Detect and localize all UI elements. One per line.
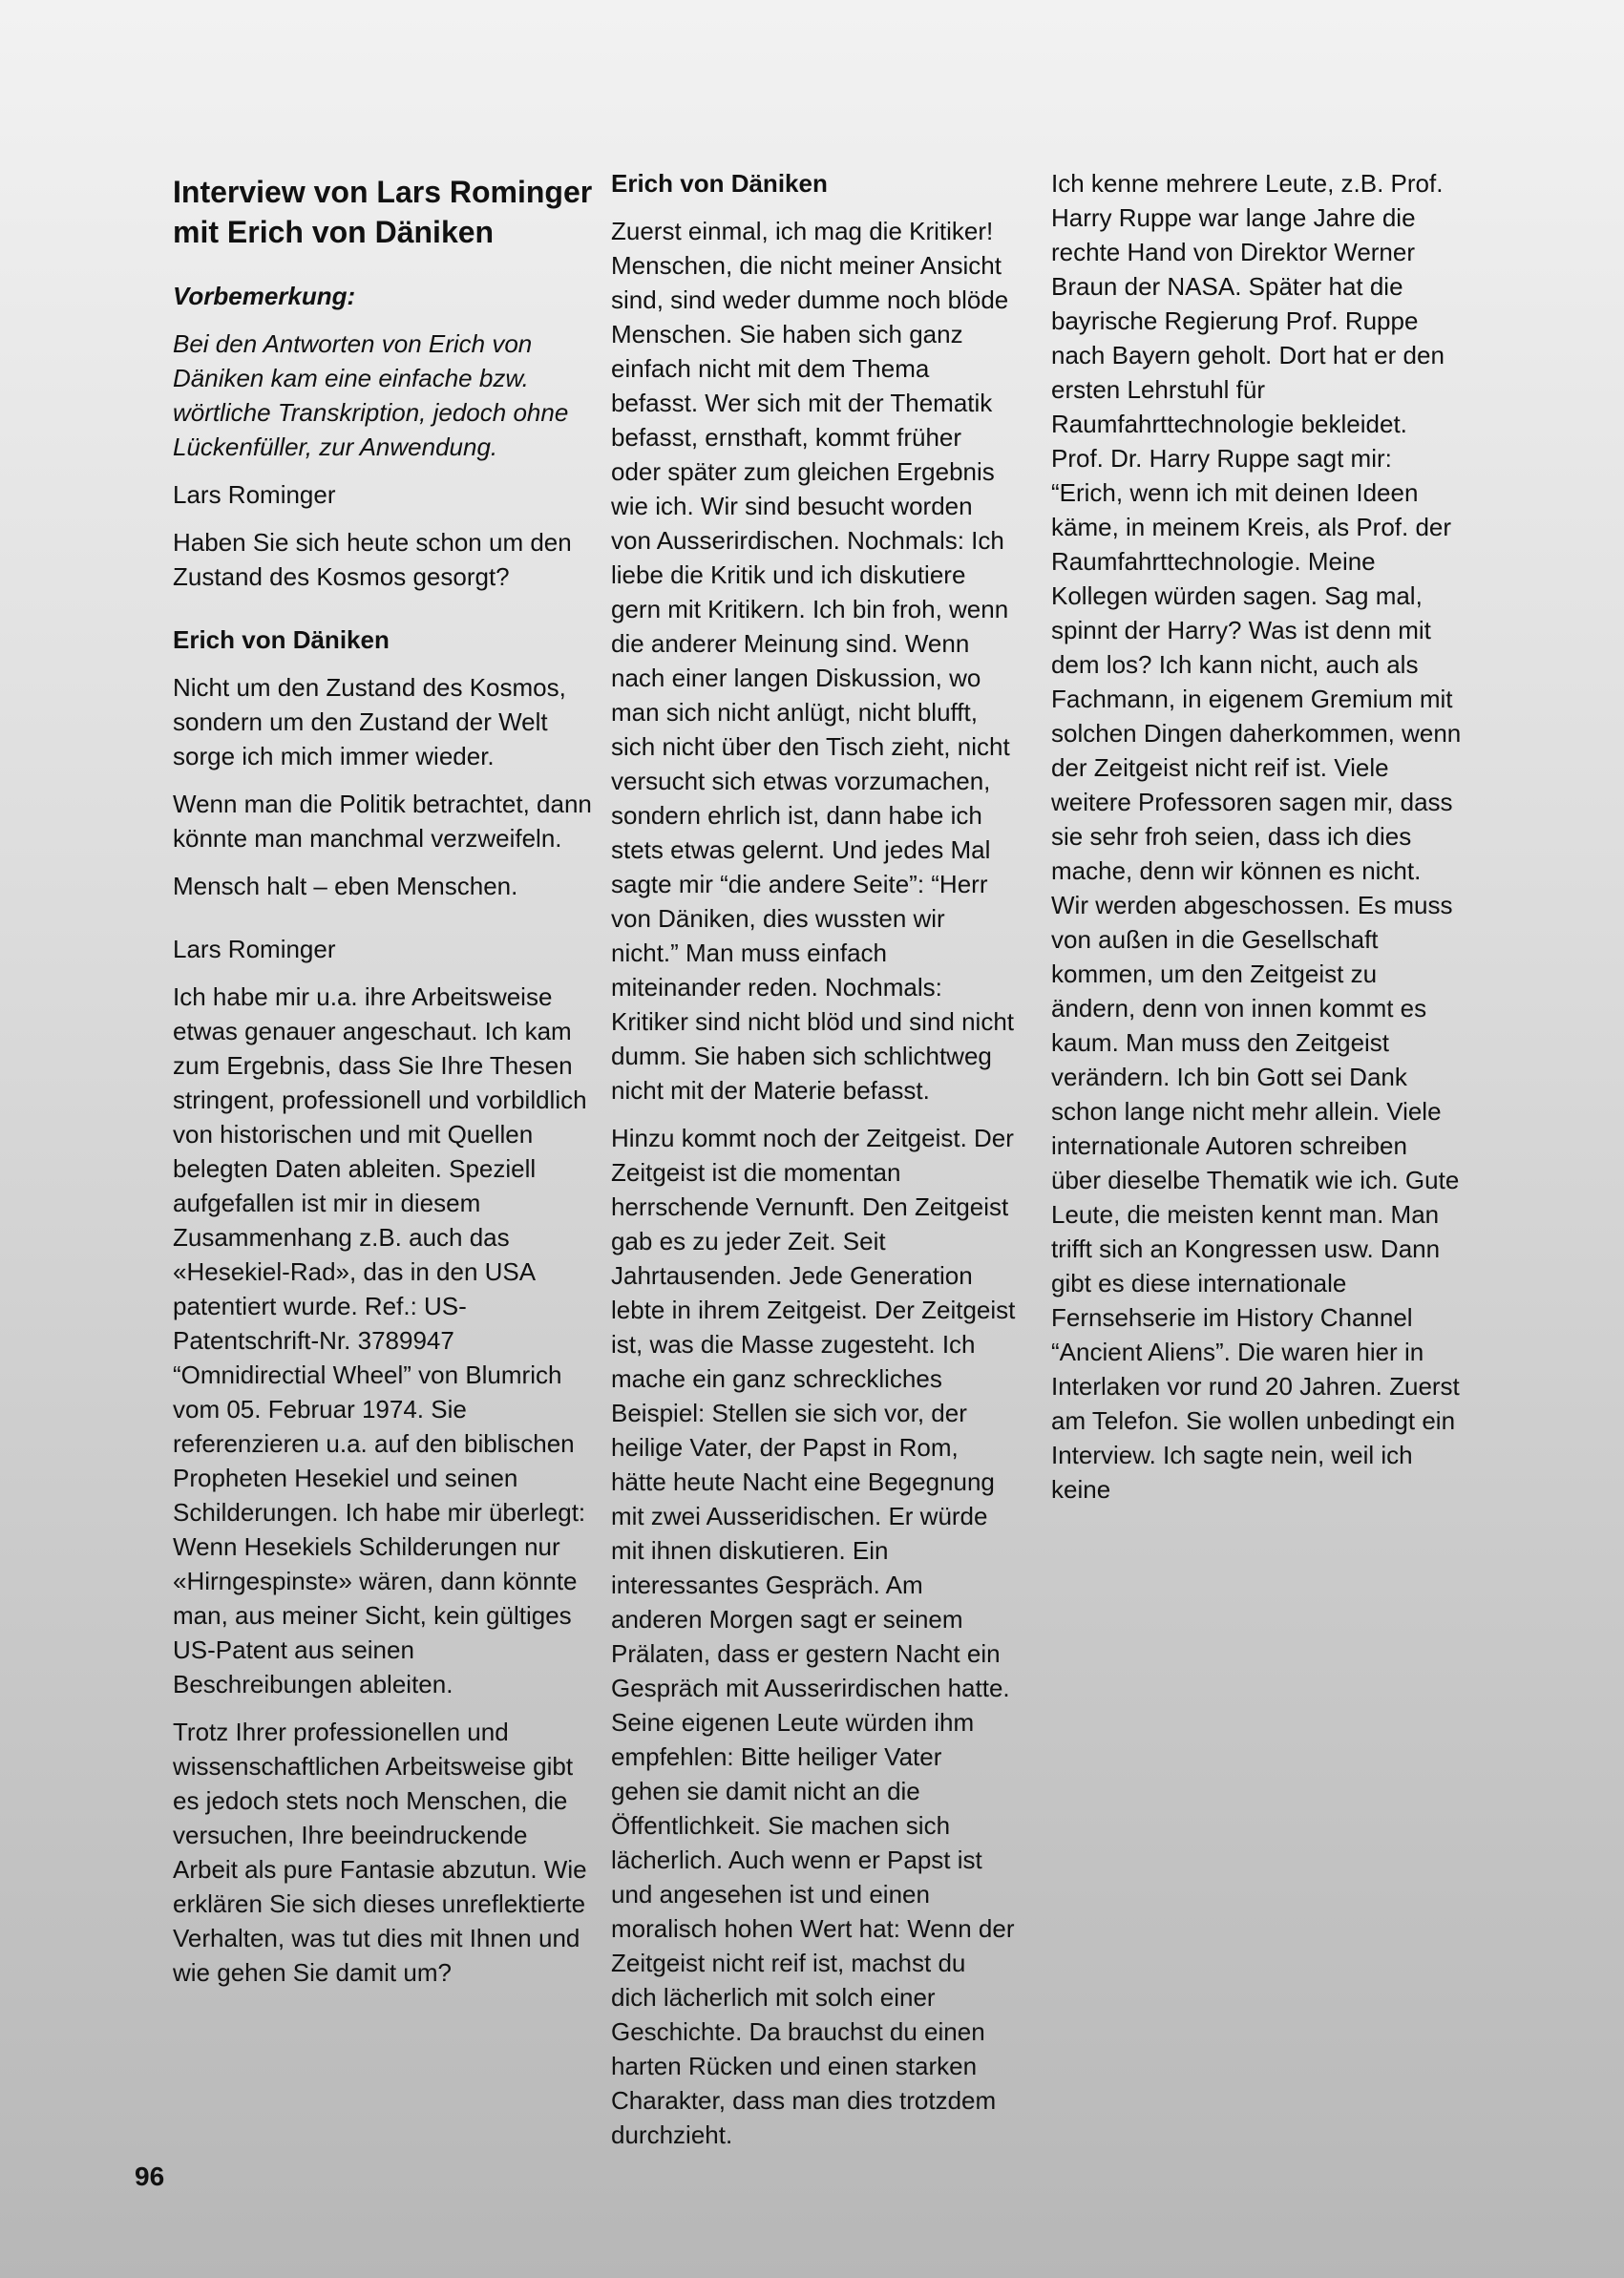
answer-2-paragraph-3: Ich kenne mehrere Leute, z.B. Prof. Harry Ruppe war lange Jahre die rechte Hand von Direktor Werner Braun der NASA. Später hat die bayrische Regierung Prof. Ruppe nach Bayern geholt. Dort hat er den ersten Lehrstuhl für Raumfahrttechnologie bekleidet. Prof. Dr. Harry Ruppe sagt mir: “Erich, wenn ich mit deinen Ideen käme, in meinem Kreis, als Prof. der Raumfahrttechnologie. Meine Kollegen würden sagen. Sag mal, spinnt der Harry? Was ist denn mit dem los? Ich kann nicht, auch als Fachmann, in eigenem Gremium mit solchen Dingen daherkommen, wenn der Zeitgeist nicht reif ist. Viele weitere Professoren sagen mir, dass sie sehr froh seien, dass ich dies mache, denn wir können es nicht. Wir werden abgeschossen. Es muss von außen in die Gesellschaft kommen, um den Zeitgeist zu ändern, denn von innen kommt es kaum. Man muss den Zeitgeist verändern. Ich bin Gott sei Dank schon lange nicht mehr allein. Viele internationale Autoren schreiben über dieselbe Thematik wie ich. Gute Leute, die meisten kennt man. Man trifft sich an Kongressen usw. Dann gibt es diese internationale Fernsehserie im History Channel “Ancient Aliens”. Die waren hier in Interlaken vor rund 20 Jahren. Zuerst am Telefon. Sie wollen unbedingt ein Interview. Ich sagte nein, weil ich keine	[1051, 169, 1462, 1504]
question-2-paragraph-2: Trotz Ihrer professionellen und wissenschaftlichen Arbeitsweise gibt es jedoch stets noch Menschen, die versuchen, Ihre beeindruckende Arbeit als pure Fantasie abzutun. Wie erklären Sie sich dieses unreflektierte Verhalten, was tut dies mit Ihnen und wie gehen Sie damit um?	[173, 1718, 587, 1987]
speaker-lars-rominger: Lars Rominger	[173, 480, 336, 509]
column-1	[173, 166, 595, 2003]
preliminary-note-text: Bei den Antworten von Erich von Däniken kam eine einfache bzw. wörtliche Transkription, jedoch ohne Lückenfüller, zur Anwendung.	[173, 329, 569, 461]
answer-1-paragraph-2: Wenn man die Politik betrachtet, dann könnte man manchmal verzweifeln.	[173, 790, 592, 853]
column-2	[611, 166, 1017, 2165]
article-title: Interview von Lars Rominger mit Erich von Däniken	[173, 175, 593, 249]
speaker-lars-rominger: Lars Rominger	[173, 935, 336, 963]
speaker-erich-von-daeniken: Erich von Däniken	[611, 169, 828, 198]
answer-1-paragraph-1: Nicht um den Zustand des Kosmos, sondern um den Zustand der Welt sorge ich mich immer wieder.	[173, 673, 566, 770]
preliminary-note-label: Vorbemerkung:	[173, 282, 356, 310]
question-2-paragraph-1: Ich habe mir u.a. ihre Arbeitsweise etwas genauer angeschaut. Ich kam zum Ergebnis, dass Sie Ihre Thesen stringent, professionell und vorbildlich von historischen und mit Quellen belegten Daten ableiten. Speziell aufgefallen ist mir in diesem Zusammenhang z.B. auch das «Hesekiel-Rad», das in den USA patentiert wurde. Ref.: US-Patentschrift-Nr. 3789947 “Omnidirectial Wheel” von Blumrich vom 05. Februar 1974. Sie referenzieren u.a. auf den biblischen Propheten Hesekiel und seinen Schilderungen. Ich habe mir überlegt: Wenn Hesekiels Schilderungen nur «Hirngespinste» wären, dann könnte man, aus meiner Sicht, kein gültiges US-Patent aus seinen Beschreibungen ableiten.	[173, 982, 587, 1698]
speaker-erich-von-daeniken: Erich von Däniken	[173, 625, 390, 654]
answer-2-paragraph-2: Hinzu kommt noch der Zeitgeist. Der Zeitgeist ist die momentan herrschende Vernunft. Den Zeitgeist gab es zu jeder Zeit. Seit Jahrtausenden. Jede Generation lebte in ihrem Zeitgeist. Der Zeitgeist ist, was die Masse zugesteht. Ich mache ein ganz schreckliches Beispiel: Stellen sie sich vor, der heilige Vater, der Papst in Rom, hätte heute Nacht eine Begegnung mit zwei Ausseridischen. Er würde mit ihnen diskutieren. Ein interessantes Gespräch. Am anderen Morgen sagt er seinem Prälaten, dass er gestern Nacht ein Gespräch mit Ausserirdischen hatte. Seine eigenen Leute würden ihm empfehlen: Bitte heiliger Vater gehen sie damit nicht an die Öffentlichkeit. Sie machen sich lächerlich. Auch wenn er Papst ist und angesehen ist und einen moralisch hohen Wert hat: Wenn der Zeitgeist nicht reif ist, machst du dich lächerlich mit solch einer Geschichte. Da brauchst du einen harten Rücken und einen starken Charakter, dass man dies trotzdem durchzieht.	[611, 1124, 1016, 2149]
answer-1-paragraph-3: Mensch halt – eben Menschen.	[173, 872, 518, 900]
question-1: Haben Sie sich heute schon um den Zustand des Kosmos gesorgt?	[173, 528, 572, 591]
column-3	[1051, 166, 1462, 1520]
page-number: 96	[135, 2162, 165, 2191]
answer-2-paragraph-1: Zuerst einmal, ich mag die Kritiker! Menschen, die nicht meiner Ansicht sind, sind weder dumme noch blöde Menschen. Sie haben sich ganz einfach nicht mit dem Thema befasst. Wer sich mit der Thematik befasst, ernsthaft, kommt früher oder später zum gleichen Ergebnis wie ich. Wir sind besucht worden von Ausserirdischen. Nochmals: Ich liebe die Kritik und ich diskutiere gern mit Kritikern. Ich bin froh, wenn die anderer Meinung sind. Wenn nach einer langen Diskussion, wo man sich nicht anlügt, nicht blufft, sich nicht über den Tisch zieht, nicht versucht sich etwas vorzumachen, sondern ehrlich ist, dann habe ich stets etwas gelernt. Und jedes Mal sagte mir “die andere Seite”: “Herr von Däniken, dies wussten wir nicht.” Man muss einfach miteinander reden. Nochmals: Kritiker sind nicht blöd und sind nicht dumm. Sie haben sich schlichtweg nicht mit der Materie befasst.	[611, 217, 1015, 1105]
